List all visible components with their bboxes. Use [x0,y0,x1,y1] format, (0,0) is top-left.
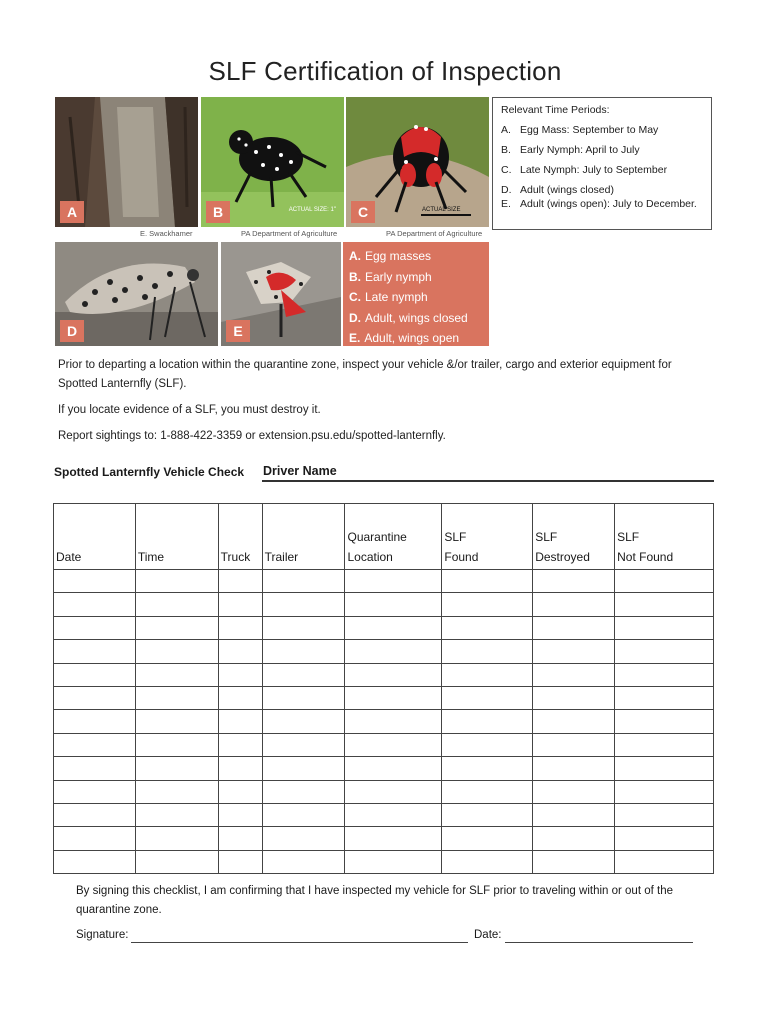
column-header-slf-found: SLF Found [442,504,533,570]
table-cell[interactable] [442,850,533,873]
size-label: ACTUAL SIZE [422,207,461,213]
table-cell[interactable] [262,733,345,756]
table-row [54,757,714,780]
table-cell[interactable] [135,663,218,686]
table-cell[interactable] [218,780,262,803]
table-cell[interactable] [54,850,136,873]
table-cell[interactable] [533,663,615,686]
column-header-date: Date [54,504,136,570]
table-cell[interactable] [135,570,218,593]
date-field[interactable] [505,942,693,943]
table-cell[interactable] [442,757,533,780]
photo-credit: PA Department of Agriculture [241,229,338,238]
table-cell[interactable] [442,616,533,639]
table-cell[interactable] [533,570,615,593]
table-row [54,663,714,686]
table-cell[interactable] [54,710,136,733]
table-cell[interactable] [615,780,714,803]
table-cell[interactable] [533,803,615,826]
table-cell[interactable] [262,570,345,593]
table-cell[interactable] [54,780,136,803]
table-cell[interactable] [54,593,136,616]
table-cell[interactable] [345,640,442,663]
column-header-truck: Truck [218,504,262,570]
table-cell[interactable] [533,780,615,803]
table-row [54,640,714,663]
table-cell[interactable] [218,827,262,850]
table-row [54,593,714,616]
table-cell[interactable] [615,640,714,663]
photo-letter: E [226,320,250,342]
table-cell[interactable] [615,757,714,780]
table-header-row [54,504,714,570]
table-cell[interactable] [345,710,442,733]
table-cell[interactable] [442,733,533,756]
table-cell[interactable] [345,827,442,850]
table-cell[interactable] [135,757,218,780]
column-header-time: Time [135,504,218,570]
table-row [54,803,714,826]
table-cell[interactable] [442,686,533,709]
photo-late-nymph [346,97,489,227]
table-cell[interactable] [218,733,262,756]
time-period-item: D. Adult (wings closed) [501,184,614,196]
table-cell[interactable] [533,686,615,709]
time-periods-box [492,97,712,230]
table-cell[interactable] [345,593,442,616]
table-cell[interactable] [54,803,136,826]
legend-item: E. Adult, wings open [349,331,460,345]
table-cell[interactable] [218,686,262,709]
table-cell[interactable] [135,616,218,639]
table-cell[interactable] [442,710,533,733]
table-cell[interactable] [262,686,345,709]
table-cell[interactable] [54,757,136,780]
table-cell[interactable] [54,616,136,639]
time-period-item: B. Early Nymph: April to July [501,144,640,156]
legend-item: C. Late nymph [349,290,428,304]
table-cell[interactable] [345,757,442,780]
table-cell[interactable] [533,757,615,780]
table-cell[interactable] [54,663,136,686]
table-cell[interactable] [442,780,533,803]
table-cell[interactable] [533,827,615,850]
photo-letter: A [60,201,84,223]
photo-egg-mass [55,97,198,227]
column-header-trailer: Trailer [262,504,345,570]
stage-legend [343,242,489,346]
table-cell[interactable] [262,593,345,616]
table-cell[interactable] [218,570,262,593]
table-cell[interactable] [345,686,442,709]
photo-credit: E. Swackhamer [140,229,193,238]
photo-letter: D [60,320,84,342]
table-cell[interactable] [135,593,218,616]
table-row [54,780,714,803]
table-cell[interactable] [135,827,218,850]
time-period-item: C. Late Nymph: July to September [501,164,668,176]
table-cell[interactable] [262,710,345,733]
table-cell[interactable] [442,640,533,663]
time-period-item: A. Egg Mass: September to May [501,124,659,136]
table-row [54,827,714,850]
table-cell[interactable] [533,850,615,873]
table-cell[interactable] [218,640,262,663]
table-cell[interactable] [135,710,218,733]
table-cell[interactable] [135,850,218,873]
instruction-report: Report sightings to: 1-888-422-3359 or extension.psu.edu/spotted-lanternfly. [58,430,446,442]
table-cell[interactable] [615,733,714,756]
table-cell[interactable] [615,803,714,826]
table-cell[interactable] [262,616,345,639]
table-cell[interactable] [54,686,136,709]
photo-letter: B [206,201,230,223]
legend-item: D. Adult, wings closed [349,310,468,325]
table-cell[interactable] [615,710,714,733]
table-cell[interactable] [135,780,218,803]
table-cell[interactable] [345,570,442,593]
table-row [54,570,714,593]
page-title: SLF Certification of Inspection [208,56,562,86]
legend-item: B. Early nymph [349,269,432,284]
date-label: Date: [474,929,502,941]
table-cell[interactable] [262,640,345,663]
table-cell[interactable] [135,640,218,663]
driver-name-field[interactable] [262,480,714,482]
table-row [54,733,714,756]
table-cell[interactable] [615,570,714,593]
table-cell[interactable] [345,616,442,639]
table-cell[interactable] [615,616,714,639]
table-cell[interactable] [54,827,136,850]
table-cell[interactable] [262,780,345,803]
column-header-slf-not-found: SLF Not Found [615,504,714,570]
table-cell[interactable] [533,616,615,639]
table-cell[interactable] [533,593,615,616]
table-cell[interactable] [218,710,262,733]
table-cell[interactable] [218,663,262,686]
legend-item: A. Egg masses [349,249,432,263]
table-cell[interactable] [442,593,533,616]
table-cell[interactable] [615,593,714,616]
instruction-destroy: If you locate evidence of a SLF, you must destroy it. [58,404,321,416]
photo-early-nymph [201,97,344,227]
table-cell[interactable] [135,686,218,709]
table-cell[interactable] [615,850,714,873]
table-row [54,686,714,709]
table-cell[interactable] [262,827,345,850]
table-row [54,616,714,639]
table-cell[interactable] [218,803,262,826]
photo-credit: PA Department of Agriculture [386,229,483,238]
table-cell[interactable] [615,827,714,850]
table-cell[interactable] [218,616,262,639]
sign-statement: By signing this checklist, I am confirming that I have inspected my vehicle for SLF prior to traveling within or out of the quarantine zone. [76,885,673,916]
table-cell[interactable] [218,757,262,780]
table-cell[interactable] [533,640,615,663]
table-cell[interactable] [262,757,345,780]
photo-letter: C [351,201,375,223]
photo-adult-open [221,242,341,346]
table-cell[interactable] [345,733,442,756]
table-cell[interactable] [345,850,442,873]
column-header-quarantine-location: Quarantine Location [345,504,442,570]
table-cell[interactable] [135,733,218,756]
time-periods-title: Relevant Time Periods: [501,104,610,116]
table-cell[interactable] [54,733,136,756]
table-cell[interactable] [345,663,442,686]
table-cell[interactable] [615,686,714,709]
table-cell[interactable] [533,710,615,733]
table-cell[interactable] [262,663,345,686]
vehicle-check-table [53,503,714,874]
table-cell[interactable] [442,663,533,686]
table-cell[interactable] [262,850,345,873]
table-cell[interactable] [54,640,136,663]
table-cell[interactable] [533,733,615,756]
table-cell[interactable] [262,803,345,826]
table-cell[interactable] [615,663,714,686]
table-cell[interactable] [218,850,262,873]
table-cell[interactable] [442,570,533,593]
instruction-inspect: Prior to departing a location within the quarantine zone, inspect your vehicle &/or trailer, cargo and exterior equipment for Spotted Lanternfly (SLF). [58,359,672,390]
photo-adult-closed [55,242,218,346]
table-cell[interactable] [345,780,442,803]
signature-label: Signature: [76,929,129,941]
table-cell[interactable] [442,827,533,850]
vehicle-check-label: Spotted Lanternfly Vehicle Check [54,465,245,479]
table-cell[interactable] [345,803,442,826]
size-label: ACTUAL SIZE: 1" [288,207,336,213]
table-row [54,850,714,873]
table-cell[interactable] [442,803,533,826]
table-row [54,710,714,733]
table-cell[interactable] [54,570,136,593]
table-cell[interactable] [135,803,218,826]
driver-name-label: Driver Name [263,464,337,478]
time-period-item: E. Adult (wings open): July to December. [501,198,697,210]
column-header-slf-destroyed: SLF Destroyed [533,504,615,570]
table-cell[interactable] [218,593,262,616]
signature-field[interactable] [131,942,468,943]
